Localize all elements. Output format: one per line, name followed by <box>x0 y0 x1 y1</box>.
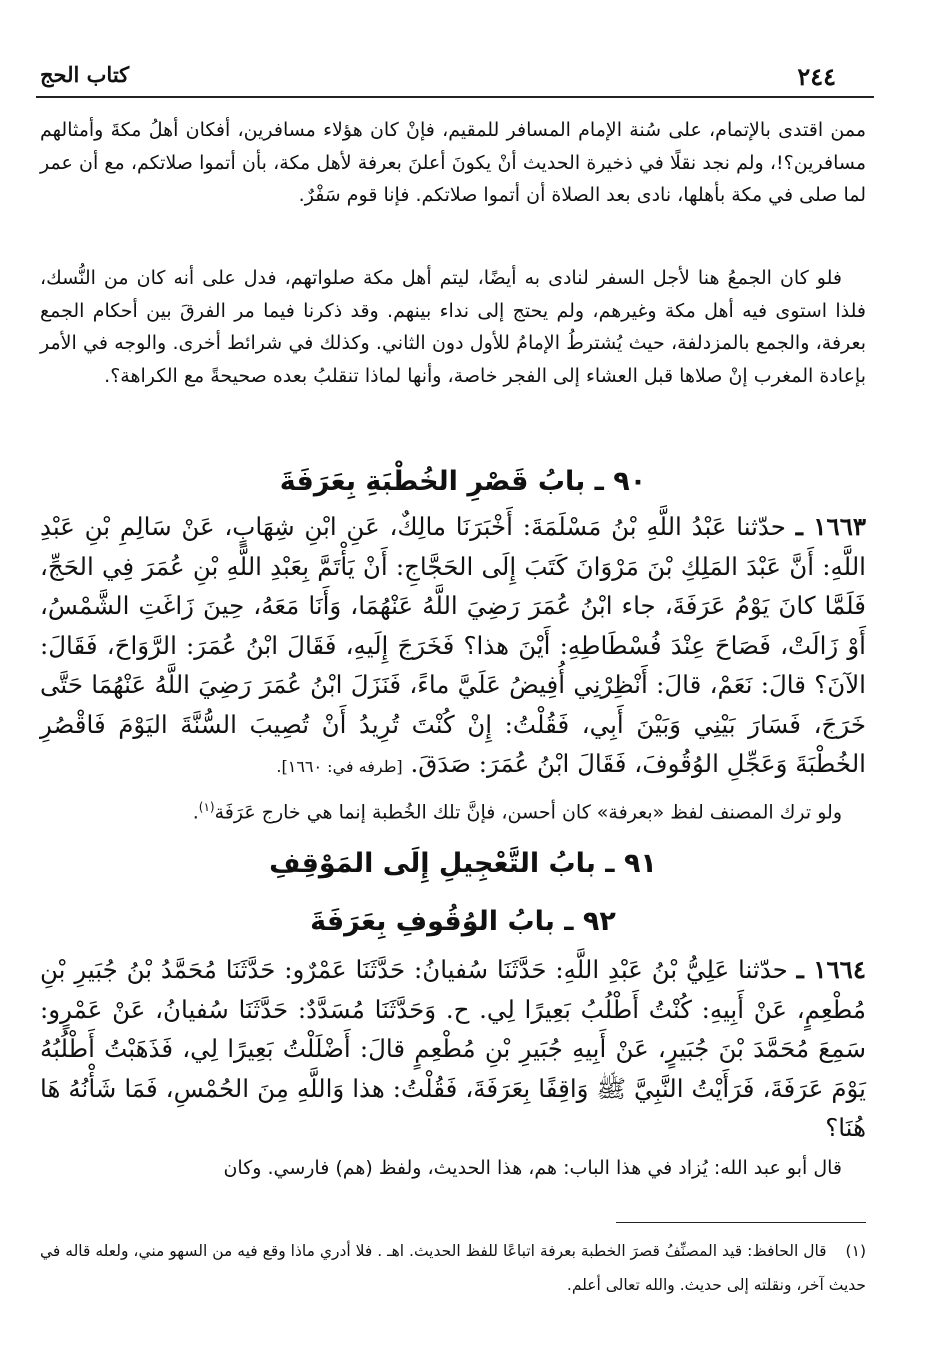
commentary-paragraph-4 <box>40 1152 866 1192</box>
page-header <box>40 52 886 96</box>
chapter-heading-90: ٩٠ ـ بابُ قَصْرِ الخُطْبَةِ بِعَرَفَةَ <box>279 466 647 497</box>
footnote <box>40 1234 866 1314</box>
hadith-number: ١٦٦٤ ـ <box>796 955 866 984</box>
paragraph-end: . <box>192 801 199 824</box>
footnote-divider <box>616 1222 866 1223</box>
paragraph-text: ممن اقتدى بالإتمام، على سُنة الإمام المسافر للمقيم، فإنْ كان هؤلاء مسافرين، أفكان أهلُ مكةَ وأمثالهم مسافرين؟!، ولم نجد نقلًا في ذخيرة الحديث أنْ يكونَ أعلنَ بعرفة لأهل مكة، بأن أتموا صلاتكم، مع أن عمر لما صلى في مكة بأهلها، نادى بعد الصلاة أن أتموا صلاتكم. فإنا قوم سَفْرٌ. <box>40 119 866 207</box>
header-divider <box>36 96 874 98</box>
footnote-marker: (١) <box>845 1242 866 1260</box>
hadith-1663 <box>40 507 866 787</box>
paragraph-text: فلو كان الجمعُ هنا لأجل السفر لنادى به أيضًا، ليتم أهل مكة صلواتهم، فدل على أنه كان من النُّسك، فلذا استوى فيه أهل مكة وغيرهم، ولم يحتج إلى نداء بينهم. وقد ذكرنا فيما مر الفرقَ بين أحكام الجمع بعرفة، والجمع بالمزدلفة، حيث يُشترطُ الإمامُ للأول دون الثاني. وكذلك في شرائط أخرى. والوجه في الأمر بإعادة المغرب إنْ صلاها قبل العشاء إلى الفجر خاصة، وأنها لماذا تنقلبُ بعده صحيحةً مع الكراهة؟. <box>40 267 866 387</box>
running-title: كتاب الحج <box>40 62 130 87</box>
hadith-text: حدّثنا عَبْدُ اللَّهِ بْنُ مَسْلَمَةَ: أَخْبَرَنَا مالِكٌ، عَنِ ابْنِ شِهَابٍ، عَنْ سَالِمِ بْنِ عَبْدِ اللَّهِ: أَنَّ عَبْدَ المَلِكِ بْنَ مَرْوَانَ كَتَبَ إِلَى الحَجَّاجِ: أَنْ يَأْتَمَّ بِعَبْدِ اللَّهِ بْنِ عُمَرَ فِي الحَجِّ، فَلَمَّا كانَ يَوْمُ عَرَفَةَ، جاء ابْنُ عُمَرَ رَضِيَ اللَّهُ عَنْهُمَا، وَأَنَا مَعَهُ، حِينَ زَاغَتِ الشَّمْسُ، أَوْ زَالَتْ، فَصَاحَ عِنْدَ فُسْطَاطِهِ: أَيْنَ هذا؟ فَخَرَجَ إِلَيهِ، فَقَالَ ابْنُ عُمَرَ: الرَّوَاحَ، فَقَالَ: الآنَ؟ قالَ: نَعَمْ، قالَ: أَنْظِرْنِي أُفِيضُ عَلَيَّ ماءً، فَنَزَلَ ابْنُ عُمَرَ رَضِيَ اللَّهُ عَنْهُمَا حَتَّى خَرَجَ، فَسَارَ بَيْنِي وَبَيْنَ أَبِي، فَقُلْتُ: إِنْ كُنْتَ تُرِيدُ أَنْ تُصِيبَ السُّنَّةَ اليَوْمَ فَاقْصُرِ الخُطْبَةَ وَعَجِّلِ الوُقُوفَ، فَقَالَ ابْنُ عُمَرَ: صَدَقَ. <box>40 512 866 778</box>
paragraph-text: ولو ترك المصنف لفظ «بعرفة» كان أحسن، فإنَّ تلك الخُطبة إنما هي خارج عَرَفَة <box>214 801 842 824</box>
commentary-paragraph-3 <box>40 791 866 827</box>
footnote-reference[interactable]: (١) <box>198 800 215 814</box>
hadith-number: ١٦٦٣ ـ <box>795 512 867 541</box>
page-number: ٢٤٤ <box>797 62 836 91</box>
hadith-1664 <box>40 950 866 1150</box>
paragraph-text: قال أبو عبد الله: يُزاد في هذا الباب: هم، هذا الحديث، ولفظ (هم) فارسي. وكان <box>223 1157 842 1179</box>
cross-reference: [طرفه في: ١٦٦٠]. <box>276 757 403 776</box>
footnote-text: قال الحافظ: قيد المصنِّفُ قصرَ الخطبة بعرفة اتباعًا للفظ الحديث. اهـ . فلا أدري ماذا وقع فيه من السهو مني، ولعله قاله في حديث آخر، ونقلته إلى حديث. والله تعالى أعلم. <box>40 1242 866 1294</box>
commentary-paragraph-1 <box>40 114 866 250</box>
commentary-paragraph-2 <box>40 262 866 438</box>
chapter-heading-91: ٩١ ـ بابُ التَّعْجِيلِ إِلَى المَوْقِفِ <box>269 848 657 879</box>
chapter-heading-92: ٩٢ ـ بابُ الوُقُوفِ بِعَرَفَةَ <box>310 906 616 937</box>
hadith-text: حدّثنا عَلِيُّ بْنُ عَبْدِ اللَّهِ: حَدَّثَنَا سُفيانُ: حَدَّثَنَا عَمْرٌو: حَدَّثَنَا مُحَمَّدُ بْنُ جُبَيرِ بْنِ مُطْعِمٍ، عَنْ أَبِيهِ: كُنْتُ أَطْلُبُ بَعِيرًا لِي. ح. وَحَدَّثَنَا مُسَدَّدٌ: حَدَّثَنَا سُفيانُ، عَنْ عَمْرٍو: سَمِعَ مُحَمَّدَ بْنَ جُبَيرٍ، عَنْ أَبِيهِ جُبَيرِ بْنِ مُطْعِمٍ قالَ: أَضْلَلْتُ بَعِيرًا لِي، فَذَهَبْتُ أَطْلُبُهُ يَوْمَ عَرَفَةَ، فَرَأَيْتُ النَّبِيَّ ﷺ وَاقِفًا بِعَرَفَةَ، فَقُلْتُ: هذا وَاللَّهِ مِنَ الحُمْسِ، فَمَا شَأْنُهُ هَا هُنَا؟ <box>40 955 866 1142</box>
